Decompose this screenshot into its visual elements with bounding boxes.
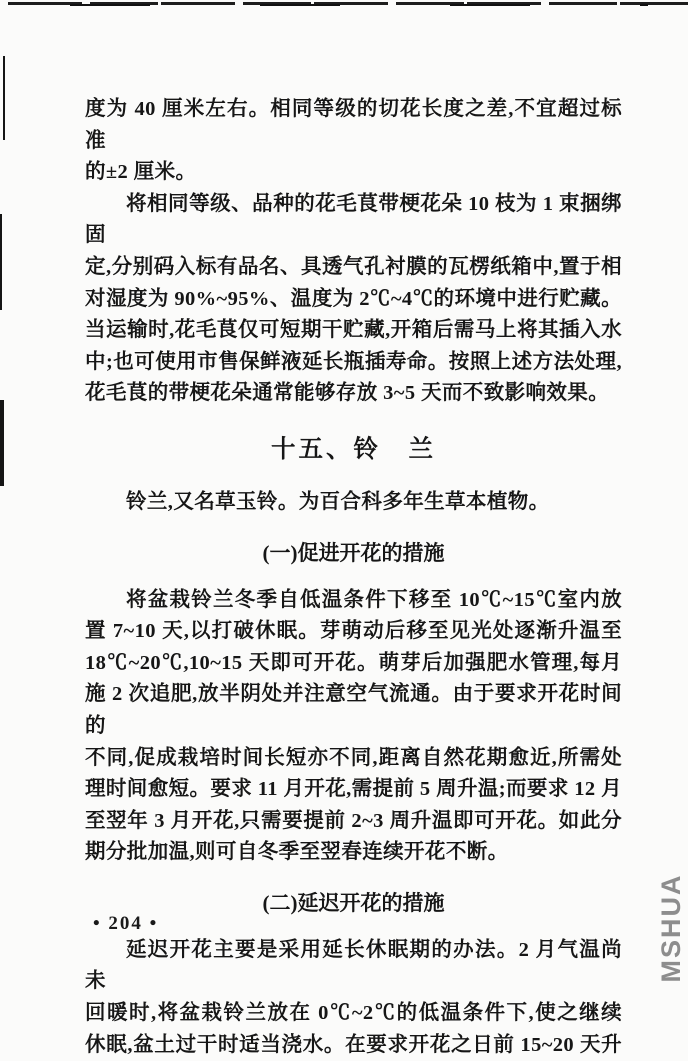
chapter-heading: 十五、铃 兰 xyxy=(271,435,436,463)
scan-binding-mark-1 xyxy=(3,56,5,140)
scan-edge-artifact-top-2 xyxy=(30,4,648,6)
body-line: 18℃~20℃,10~15 天即可开花。萌芽后加强肥水管理,每月 xyxy=(85,651,622,674)
scan-binding-mark-2 xyxy=(0,214,2,310)
watermark-text: MSHUA xyxy=(656,873,686,983)
body-line: 延迟开花主要是采用延长休眠期的办法。2 月气温尚未 xyxy=(85,938,622,993)
body-line: 当运输时,花毛茛仅可短期干贮藏,开箱后需马上将其插入水 xyxy=(85,319,622,342)
subsection-heading-2: (二)延迟开花的措施 xyxy=(262,890,445,915)
page-number: • 204 • xyxy=(93,913,159,934)
body-line: 回暖时,将盆栽铃兰放在 0℃~2℃的低温条件下,使之继续 xyxy=(85,1002,622,1025)
body-line: 将盆栽铃兰冬季自低温条件下移至 10℃~15℃室内放 xyxy=(126,588,622,611)
body-line: 花毛茛的带梗花朵通常能够存放 3~5 天而不致影响效果。 xyxy=(85,382,610,405)
body-line: 对湿度为 90%~95%、温度为 2℃~4℃的环境中进行贮藏。 xyxy=(85,287,622,310)
body-line: 将相同等级、品种的花毛茛带梗花朵 10 枝为 1 束捆绑固 xyxy=(85,192,622,247)
body-line: 铃兰,又名草玉铃。为百合科多年生草本植物。 xyxy=(126,490,550,513)
body-line: 不同,促成栽培时间长短亦不同,距离自然花期愈近,所需处 xyxy=(85,746,622,769)
body-line: 置 7~10 天,以打破休眠。芽萌动后移至见光处逐渐升温至 xyxy=(85,620,622,643)
text-column xyxy=(85,94,622,1061)
scan-binding-mark-3 xyxy=(0,400,4,486)
body-line: 施 2 次追肥,放半阴处并注意空气流通。由于要求开花时间的 xyxy=(85,683,622,737)
body-line: 期分批加温,则可自冬季至翌春连续开花不断。 xyxy=(85,841,509,864)
subsection-heading-1: (一)促进开花的措施 xyxy=(262,540,445,565)
body-line: 理时间愈短。要求 11 月开花,需提前 5 周升温;而要求 12 月 xyxy=(85,778,622,801)
body-line: 休眠,盆土过干时适当浇水。在要求开花之日前 15~20 天升 xyxy=(85,1033,622,1056)
body-line: 定,分别码入标有品名、具透气孔衬膜的瓦楞纸箱中,置于相 xyxy=(85,255,622,278)
body-line: 的±2 厘米。 xyxy=(85,161,197,184)
body-line: 度为 40 厘米左右。相同等级的切花长度之差,不宜超过标准 xyxy=(85,98,622,152)
body-line: 中;也可使用市售保鲜液延长瓶插寿命。按照上述方法处理, xyxy=(85,350,622,373)
body-line: 至翌年 3 月开花,只需要提前 2~3 周升温即可开花。如此分 xyxy=(85,809,622,832)
